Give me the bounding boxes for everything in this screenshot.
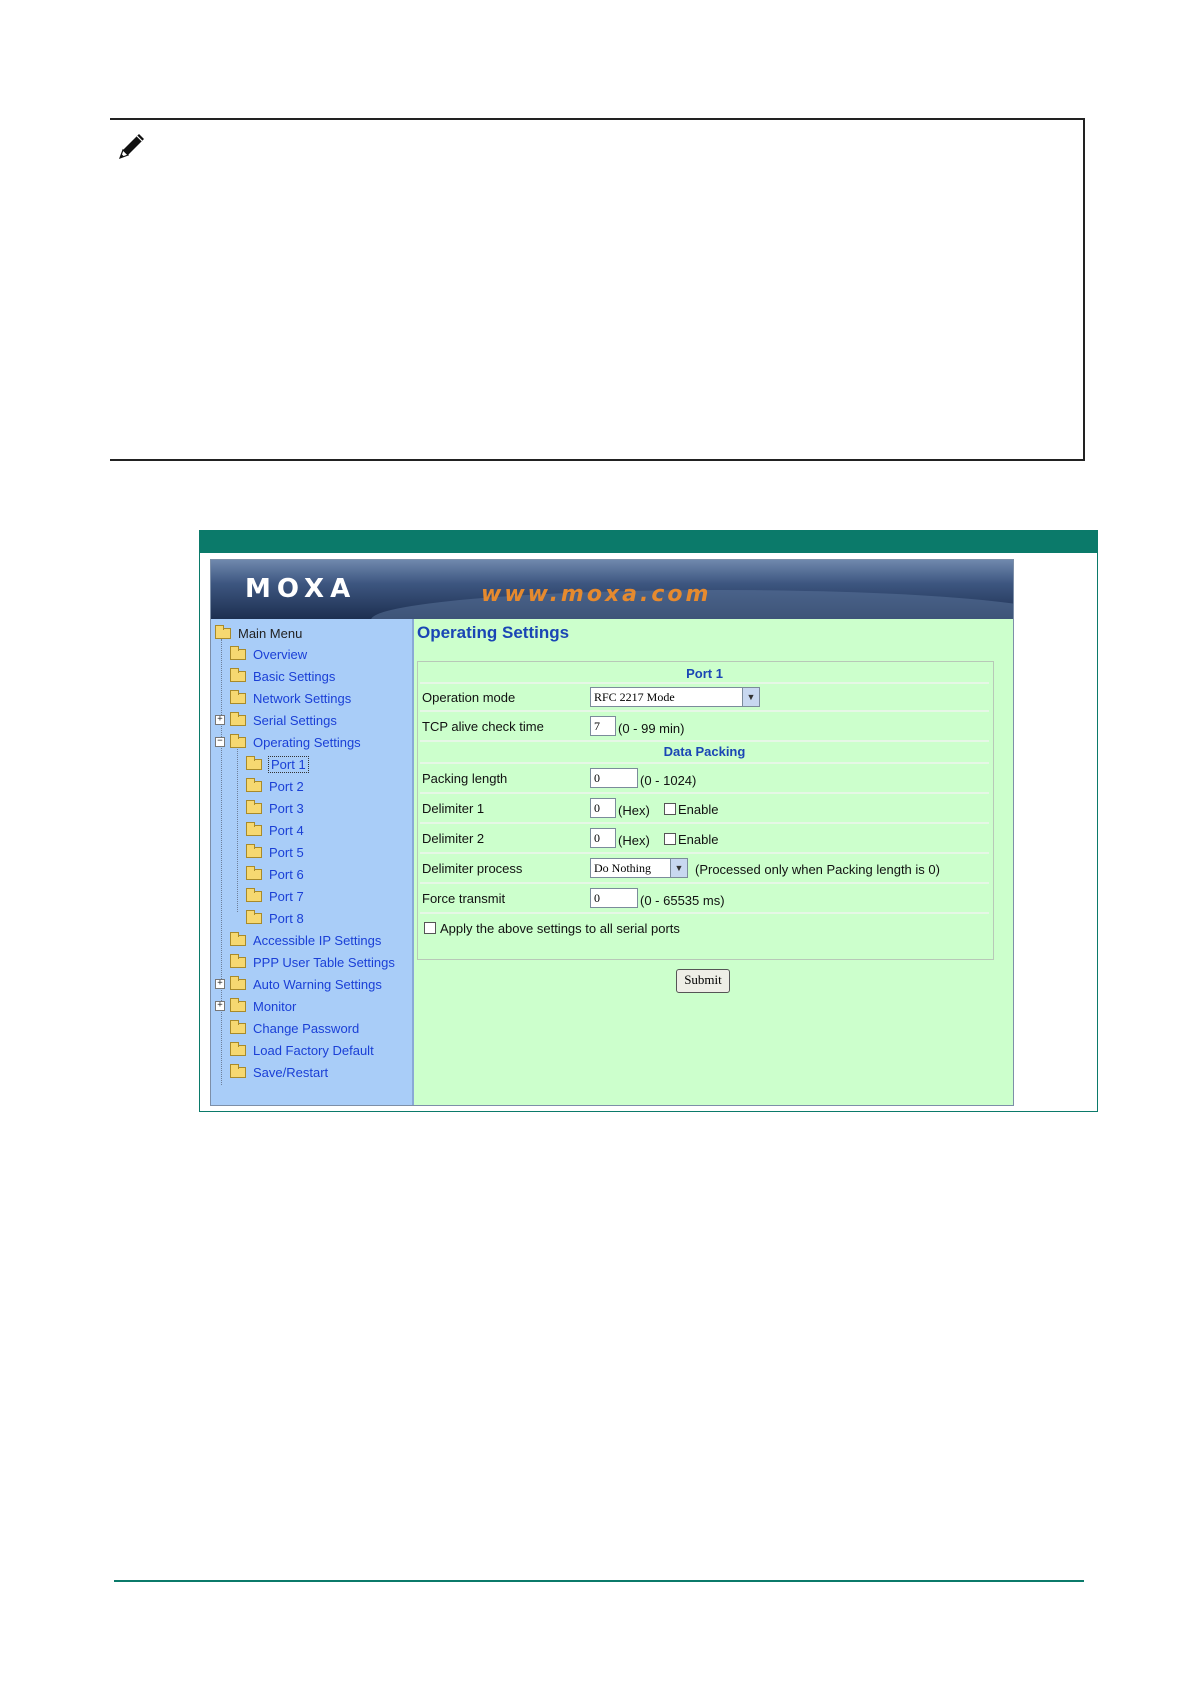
sidebar-item-ppp-user-table-settings[interactable] xyxy=(230,952,395,972)
sidebar-item-overview[interactable] xyxy=(230,644,307,664)
sidebar-item-label: Main Menu xyxy=(238,625,303,641)
delimiter-2-enable-label: Enable xyxy=(678,832,719,847)
sidebar-item-port-4[interactable] xyxy=(246,820,304,840)
sidebar-item-label: Port 8 xyxy=(269,910,304,926)
operation-mode-value: RFC 2217 Mode xyxy=(594,690,675,704)
folder-icon xyxy=(230,1023,246,1034)
sidebar-item-label: Auto Warning Settings xyxy=(253,976,382,992)
folder-icon xyxy=(230,957,246,968)
delimiter-process-row xyxy=(420,854,989,884)
sidebar-item-label: Port 3 xyxy=(269,800,304,816)
operation-mode-label: Operation mode xyxy=(422,690,516,705)
screenshot-frame xyxy=(199,530,1098,1112)
tree-connector xyxy=(221,639,222,1085)
folder-icon xyxy=(246,781,262,792)
delimiter-1-enable-checkbox[interactable] xyxy=(664,803,676,815)
packing-length-row xyxy=(420,764,989,794)
expand-icon[interactable]: + xyxy=(215,979,225,989)
operating-settings-form xyxy=(417,661,994,960)
moxa-url[interactable]: www.moxa.com xyxy=(481,582,712,607)
sidebar-item-label: Load Factory Default xyxy=(253,1042,374,1058)
delimiter-process-select[interactable] xyxy=(590,858,688,878)
folder-icon xyxy=(246,891,262,902)
sidebar-item-accessible-ip-settings[interactable] xyxy=(230,930,381,950)
sidebar-item-label: Change Password xyxy=(253,1020,360,1036)
force-transmit-row xyxy=(420,884,989,914)
sidebar-item-port-3[interactable] xyxy=(246,798,304,818)
folder-icon xyxy=(246,913,262,924)
folder-icon xyxy=(230,715,246,726)
force-transmit-input[interactable]: 0 xyxy=(590,888,638,908)
folder-icon xyxy=(246,825,262,836)
moxa-logo: MOXA xyxy=(245,574,357,604)
folder-icon xyxy=(246,759,262,770)
sidebar-item-port-6[interactable] xyxy=(246,864,304,884)
tcp-alive-hint: (0 - 99 min) xyxy=(618,721,685,736)
delimiter-1-row xyxy=(420,794,989,824)
sidebar-item-port-2[interactable] xyxy=(246,776,304,796)
sidebar-item-label: Serial Settings xyxy=(253,712,337,728)
sidebar-item-main-menu[interactable] xyxy=(215,623,302,643)
delimiter-process-value: Do Nothing xyxy=(594,861,651,875)
apply-all-checkbox[interactable] xyxy=(424,922,436,934)
footer-rule xyxy=(114,1580,1084,1582)
sidebar-item-save-restart[interactable] xyxy=(230,1062,328,1082)
delimiter-process-hint: (Processed only when Packing length is 0) xyxy=(695,862,940,877)
folder-icon xyxy=(230,693,246,704)
sidebar-item-label: Port 1 xyxy=(271,756,306,772)
force-transmit-label: Force transmit xyxy=(422,891,506,906)
note-box-right-border xyxy=(1083,118,1085,461)
sidebar-item-monitor[interactable] xyxy=(217,996,297,1016)
folder-icon xyxy=(230,649,246,660)
apply-all-label: Apply the above settings to all serial ports xyxy=(440,921,680,936)
delimiter-2-row xyxy=(420,824,989,854)
sidebar-item-port-8[interactable] xyxy=(246,908,304,928)
sidebar-item-port-5[interactable] xyxy=(246,842,304,862)
sidebar-item-label: Accessible IP Settings xyxy=(253,932,382,948)
folder-icon xyxy=(230,935,246,946)
sidebar-item-label: Port 5 xyxy=(269,844,304,860)
sidebar-menu xyxy=(211,619,414,1105)
pencil-icon xyxy=(114,128,150,164)
sidebar-item-label: Port 7 xyxy=(269,888,304,904)
sidebar-item-operating-settings[interactable] xyxy=(217,732,361,752)
folder-icon xyxy=(230,1067,246,1078)
packing-length-input[interactable]: 0 xyxy=(590,768,638,788)
folder-icon xyxy=(215,628,231,639)
collapse-icon[interactable]: − xyxy=(215,737,225,747)
expand-icon[interactable]: + xyxy=(215,1001,225,1011)
operation-mode-row xyxy=(420,684,989,712)
tcp-alive-row xyxy=(420,712,989,742)
sidebar-item-port-1[interactable] xyxy=(246,754,308,774)
force-transmit-hint: (0 - 65535 ms) xyxy=(640,893,725,908)
delimiter-1-label: Delimiter 1 xyxy=(422,801,485,816)
sidebar-item-label: Network Settings xyxy=(253,690,352,706)
port-header-row xyxy=(420,664,989,684)
sidebar-item-label: Monitor xyxy=(253,998,297,1014)
note-box-top-border xyxy=(110,118,1085,120)
sidebar-item-label: Basic Settings xyxy=(253,668,336,684)
sidebar-item-label: Port 2 xyxy=(269,778,304,794)
apply-all-row xyxy=(420,914,989,942)
sidebar-item-serial-settings[interactable] xyxy=(217,710,337,730)
tcp-alive-input[interactable]: 7 xyxy=(590,716,616,736)
folder-icon xyxy=(246,847,262,858)
delimiter-2-hex-label: (Hex) xyxy=(618,833,650,848)
folder-icon xyxy=(230,979,246,990)
submit-button[interactable]: Submit xyxy=(676,969,730,993)
folder-icon xyxy=(246,803,262,814)
sidebar-item-label: Operating Settings xyxy=(253,734,361,750)
packing-length-label: Packing length xyxy=(422,771,508,786)
delimiter-1-hex-label: (Hex) xyxy=(618,803,650,818)
tcp-alive-label: TCP alive check time xyxy=(422,719,544,734)
chevron-down-icon[interactable]: ▼ xyxy=(742,688,759,706)
tree-connector xyxy=(237,744,238,912)
port-header: Port 1 xyxy=(686,666,723,681)
content-area xyxy=(414,619,1013,1105)
delimiter-2-input[interactable]: 0 xyxy=(590,828,616,848)
sidebar-item-label: Port 4 xyxy=(269,822,304,838)
sidebar-item-label: PPP User Table Settings xyxy=(253,954,395,970)
folder-icon xyxy=(246,869,262,880)
moxa-banner xyxy=(211,560,1013,619)
delimiter-process-label: Delimiter process xyxy=(422,861,523,876)
packing-length-hint: (0 - 1024) xyxy=(640,773,697,788)
sidebar-item-label: Port 6 xyxy=(269,866,304,882)
expand-icon[interactable]: + xyxy=(215,715,225,725)
web-console xyxy=(210,559,1014,1106)
delimiter-1-input[interactable]: 0 xyxy=(590,798,616,818)
chevron-down-icon[interactable]: ▼ xyxy=(670,859,687,877)
data-packing-header: Data Packing xyxy=(663,744,746,759)
note-box-bottom-border xyxy=(110,459,1085,461)
page-title: Operating Settings xyxy=(417,623,570,642)
folder-icon xyxy=(230,671,246,682)
delimiter-2-label: Delimiter 2 xyxy=(422,831,485,846)
sidebar-item-basic-settings[interactable] xyxy=(230,666,335,686)
sidebar-item-load-factory-default[interactable] xyxy=(230,1040,374,1060)
folder-open-icon xyxy=(230,737,246,748)
sidebar-item-auto-warning-settings[interactable] xyxy=(217,974,382,994)
sidebar-item-label: Overview xyxy=(253,646,308,662)
delimiter-2-enable-checkbox[interactable] xyxy=(664,833,676,845)
sidebar-item-port-7[interactable] xyxy=(246,886,304,906)
sidebar-item-change-password[interactable] xyxy=(230,1018,359,1038)
screenshot-title-bar xyxy=(200,531,1097,553)
folder-icon xyxy=(230,1001,246,1012)
sidebar-item-label: Save/Restart xyxy=(253,1064,329,1080)
folder-icon xyxy=(230,1045,246,1056)
operation-mode-select[interactable] xyxy=(590,687,760,707)
delimiter-1-enable-label: Enable xyxy=(678,802,719,817)
sidebar-item-network-settings[interactable] xyxy=(230,688,351,708)
data-packing-header-row xyxy=(420,742,989,764)
